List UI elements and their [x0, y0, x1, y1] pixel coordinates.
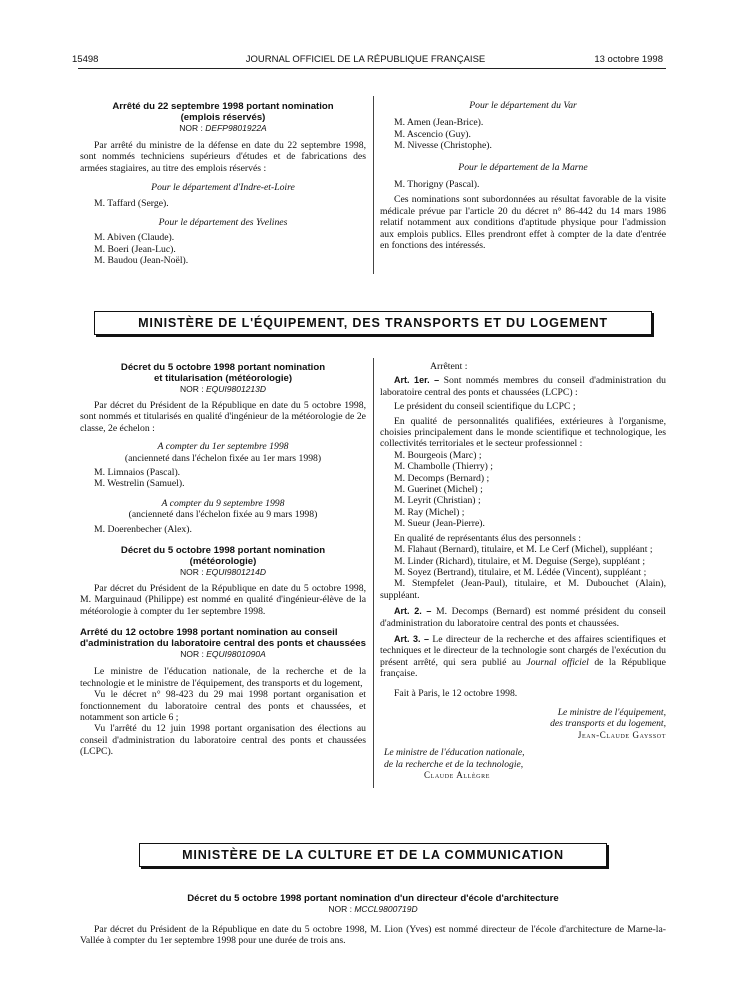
article-1: Art. 1er. – Sont nommés membres du conseil d'administration du laboratoire central des ponts et chaussées (LCPC) :	[380, 375, 666, 398]
name-entry: M. Doerenbecher (Alex).	[94, 523, 192, 535]
signature-2-name: Claude Allègre	[424, 770, 490, 780]
article-1-p3: En qualité de personnalités qualifiées, extérieures à l'organisme, choisies principalement dans le monde scientifique et technologique, les collectivités territoriales et le secteur professionnel :	[380, 415, 666, 450]
fait-a-paris: Fait à Paris, le 12 octobre 1998.	[394, 687, 518, 699]
nor-line: NOR : EQUI9801213D	[179, 384, 266, 394]
member-entry: M. Guerinet (Michel) ;	[394, 484, 483, 496]
arrete-title: Arrêté du 22 septembre 1998 portant nomination (emplois réservés)	[112, 101, 334, 123]
article-3: Art. 3. – Le directeur de la recherche et des affaires scientifiques et techniques et le directeur de la technologie sont chargés de l'exécution du présent arrêté, qui sera publié au Journal officiel de la République française.	[380, 633, 666, 680]
member-entry: M. Sueur (Jean-Pierre).	[394, 518, 485, 530]
name-entry: M. Westrelin (Samuel).	[94, 478, 185, 490]
name-entry: M. Amen (Jean-Brice).	[394, 117, 484, 129]
name-entry: M. Thorigny (Pascal).	[394, 179, 480, 191]
decret1-body: Par décret du Président de la République en date du 5 octobre 1998, sont nommés et titularisés en qualité d'ingénieur de la météorologie de 2e classe, 2e échelon :	[80, 400, 366, 434]
article-2: Art. 2. – M. Decomps (Bernard) est nommé président du conseil d'administration du laboratoire central des ponts et chaussées.	[380, 606, 666, 629]
decret-architecture	[80, 893, 666, 947]
column-divider	[373, 358, 374, 788]
issue-date: 13 octobre 1998	[594, 54, 663, 65]
arrete-body: Par arrêté du ministre de la défense en date du 22 septembre 1998, sont nommés techniciens supérieurs d'études et de fabrications des armées stagiaires, au titre des emplois réservés :	[80, 140, 366, 174]
arretent: Arrêtent :	[430, 361, 468, 372]
header-rule	[78, 68, 666, 69]
ministry-equipement-banner: MINISTÈRE DE L'ÉQUIPEMENT, DES TRANSPORTS ET DU LOGEMENT	[94, 311, 652, 335]
right-column	[380, 361, 666, 781]
article-1-p2: Le président du conseil scientifique du LCPC ;	[394, 401, 576, 413]
anciennete-note: (ancienneté dans l'échelon fixée au 1er mars 1998)	[124, 452, 322, 464]
decret3-body: Par décret du Président de la République en date du 5 octobre 1998, M. Lion (Yves) est nommé directeur de l'école d'architecture de Marne-la-Vallée à compter du 1er septembre 1998 pour une durée de trois ans.	[80, 924, 666, 947]
conclusion-text: Ces nominations sont subordonnées au résultat favorable de la visite médicale prévue par l'article 20 du décret n° 86-442 du 14 mars 1986 relatif notamment aux conditions d'aptitude physique pour l'admission aux emplois publics. Elles prendront effet à compter de la date d'entrée en fonctions des intéressés.	[380, 194, 666, 252]
nor-line: NOR : EQUI9801214D	[179, 567, 266, 578]
signature-2-l2: de la recherche et de la technologie,	[384, 758, 524, 770]
nor-line: NOR : EQUI9801090A	[180, 649, 266, 660]
decret1-title-l1: Décret du 5 octobre 1998 portant nomination	[120, 362, 326, 373]
rep-entry: M. Linder (Richard), titulaire, et M. Deguise (Serge), suppléant ;	[394, 555, 646, 567]
member-entry: M. Decomps (Bernard) ;	[394, 472, 490, 484]
member-entry: M. Ray (Michel) ;	[394, 506, 465, 518]
arrete2-p3: Vu l'arrêté du 12 juin 1998 portant organisation des élections au conseil d'administration du laboratoire central des ponts et chaussées (LCPC).	[80, 723, 366, 758]
signature-1-l2: des transports et du logement,	[550, 718, 666, 730]
arrete2-p2: Vu le décret n° 98-423 du 29 mai 1998 portant organisation et fonctionnement du laboratoire central des ponts et chaussées, et notamment son article 6 ;	[80, 689, 366, 723]
arrete-emplois-reserves	[80, 101, 366, 267]
dept-heading: Pour le département du Var	[469, 100, 577, 111]
member-entry: M. Leyrit (Christian) ;	[394, 495, 481, 507]
name-entry: M. Limnaios (Pascal).	[94, 467, 181, 479]
name-entry: M. Taffard (Serge).	[94, 197, 169, 209]
decret2-title-l1: Décret du 5 octobre 1998 portant nomination	[120, 545, 326, 557]
arrete2-title: Arrêté du 12 octobre 1998 portant nomination au conseil d'administration du laboratoire central des ponts et chaussées	[80, 627, 366, 650]
name-entry: M. Baudou (Jean-Noël).	[94, 255, 189, 267]
arrete-emplois-reserves-cont	[380, 100, 666, 251]
signature-1-l1: Le ministre de l'équipement,	[557, 706, 666, 718]
rep-entry: M. Stempfelet (Jean-Paul), titulaire, et M. Dubouchet (Alain), suppléant.	[380, 578, 666, 601]
decret3-title: Décret du 5 octobre 1998 portant nomination d'un directeur d'école d'architecture	[187, 893, 559, 904]
page-number: 15498	[72, 54, 99, 65]
dept-heading: Pour le département des Yvelines	[158, 217, 288, 229]
nor-line: NOR : MCCL9800719D	[328, 904, 418, 914]
left-column	[80, 362, 366, 758]
signature-1-name: Jean-Claude Gayssot	[577, 729, 666, 740]
decret2-title-l2: (météorologie)	[189, 556, 257, 568]
signature-2-l1: Le ministre de l'éducation nationale,	[384, 747, 525, 759]
member-entry: M. Bourgeois (Marc) ;	[394, 449, 482, 461]
rep-entry: M. Flahaut (Bernard), titulaire, et M. Le Cerf (Michel), suppléant ;	[394, 544, 653, 556]
decret2-body: Par décret du Président de la République en date du 5 octobre 1998, M. Marguinaud (Philippe) est nommé en qualité d'ingénieur-élève de la météorologie à compter du 1er septembre 1998.	[80, 583, 366, 617]
nor-line: NOR : DEFP9801922A	[179, 123, 267, 133]
column-divider	[373, 96, 374, 274]
ministry-culture-banner: MINISTÈRE DE LA CULTURE ET DE LA COMMUNICATION	[139, 843, 607, 867]
name-entry: M. Boeri (Jean-Luc).	[94, 243, 176, 255]
journal-title: JOURNAL OFFICIEL DE LA RÉPUBLIQUE FRANÇAISE	[245, 54, 486, 65]
anciennete-note: (ancienneté dans l'échelon fixée au 9 mars 1998)	[128, 509, 318, 521]
name-entry: M. Ascencio (Guy).	[394, 128, 471, 140]
signature-1-name-wrap	[380, 730, 666, 741]
dept-heading: Pour le département d'Indre-et-Loire	[151, 182, 295, 194]
arrete2-p1: Le ministre de l'éducation nationale, de la recherche et de la technologie et le ministre de l'équipement, des transports et du logement,	[80, 666, 366, 689]
name-entry: M. Nivesse (Christophe).	[394, 140, 492, 152]
rep-entry: M. Soyez (Bertrand), titulaire, et M. Lédée (Vincent), suppléant ;	[394, 566, 647, 578]
decret1-title-l2: et titularisation (météorologie)	[153, 373, 293, 384]
article-1-p4: En qualité de représentants élus des personnels :	[394, 532, 581, 544]
member-entry: M. Chambolle (Thierry) ;	[394, 461, 494, 473]
date-heading: A compter du 9 septembre 1998	[161, 497, 285, 509]
name-entry: M. Abiven (Claude).	[94, 232, 175, 244]
date-heading: A compter du 1er septembre 1998	[157, 441, 289, 453]
signature-2-name-wrap	[380, 770, 666, 781]
dept-heading: Pour le département de la Marne	[458, 161, 588, 173]
